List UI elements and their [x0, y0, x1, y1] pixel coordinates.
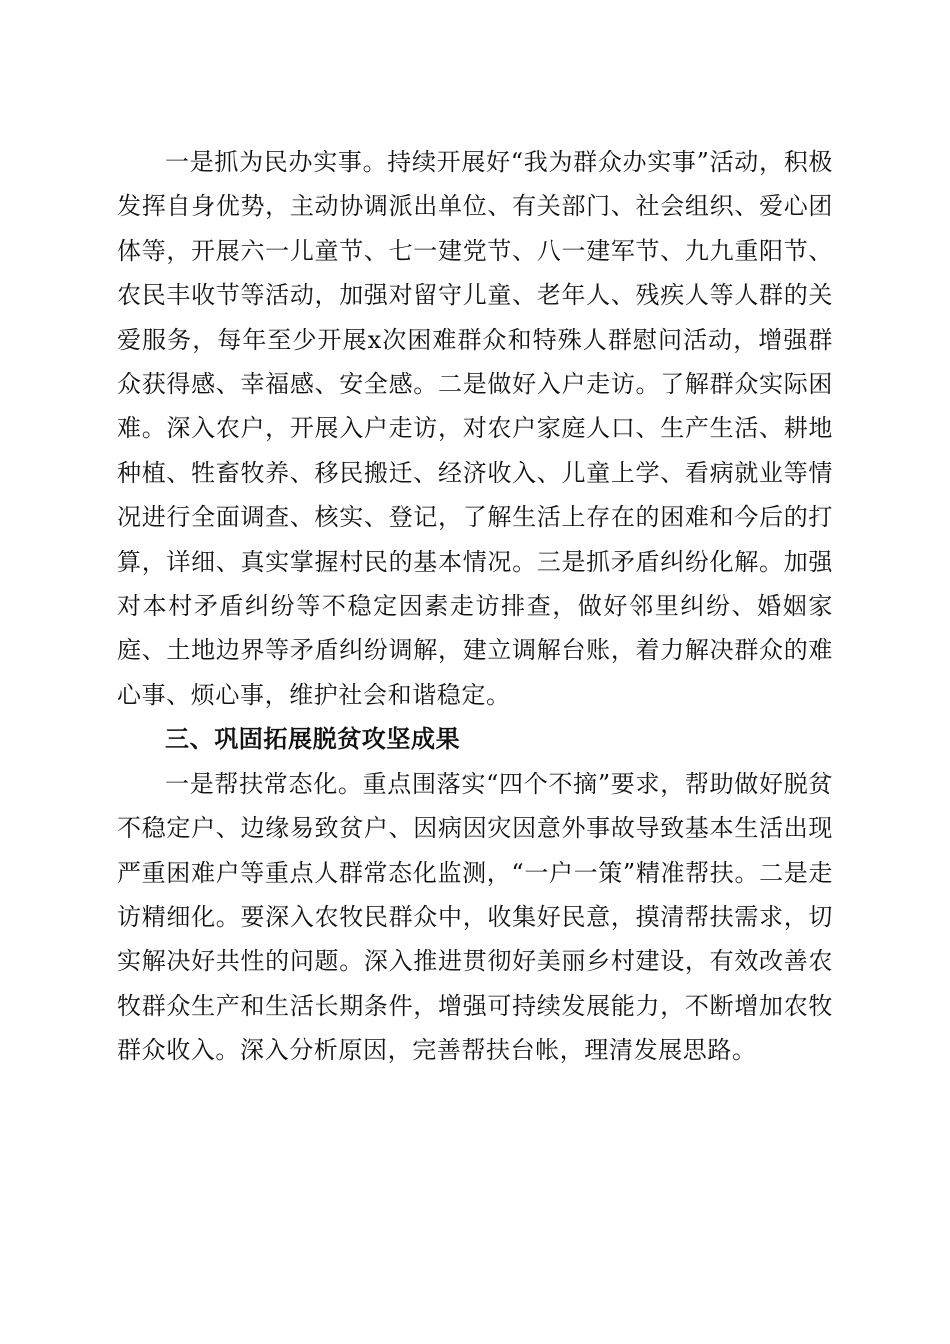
paragraph-for-the-people: 一是抓为民办实事。持续开展好“我为群众办实事”活动，积极发挥自身优势，主动协调派出单位、有关部门、社会组织、爱心团体等，开展六一儿童节、七一建党节、八一建军节、九九重阳节、农民丰收节等活动，加强对留守儿童、老年人、残疾人等人群的关爱服务，每年至少开展x次困难群众和特殊人群慰问活动，增强群众获得感、幸福感、安全感。二是做好入户走访。了解群众实际困难。深入农户，开展入户走访，对农户家庭人口、生产生活、耕地种植、牲畜牧养、移民搬迁、经济收入、儿童上学、看病就业等情况进行全面调查、核实、登记，了解生活上存在的困难和今后的打算，详细、真实掌握村民的基本情况。三是抓矛盾纠纷化解。加强对本村矛盾纠纷等不稳定因素走访排查，做好邻里纠纷、婚姻家庭、土地边界等矛盾纠纷调解，建立调解台账，着力解决群众的难心事、烦心事，维护社会和谐稳定。: [117, 148, 833, 709]
paragraph-poverty-assistance: 一是帮扶常态化。重点围落实“四个不摘”要求，帮助做好脱贫不稳定户、边缘易致贫户、因病因灾因意外事故导致基本生活出现严重困难户等重点人群常态化监测，“一户一策”精准帮扶。二是走访精细化。要深入农牧民群众中，收集好民意，摸清帮扶需求，切实解决好共性的问题。深入推进贯彻好美丽乡村建设，有效改善农牧群众生产和生活长期条件，增强可持续发展能力，不断增加农牧群众收入。深入分析原因，完善帮扶台帐，理清发展思路。: [117, 769, 833, 1065]
document-body: [117, 140, 833, 1073]
section-heading-3: 三、巩固拓展脱贫攻坚成果: [165, 725, 461, 754]
